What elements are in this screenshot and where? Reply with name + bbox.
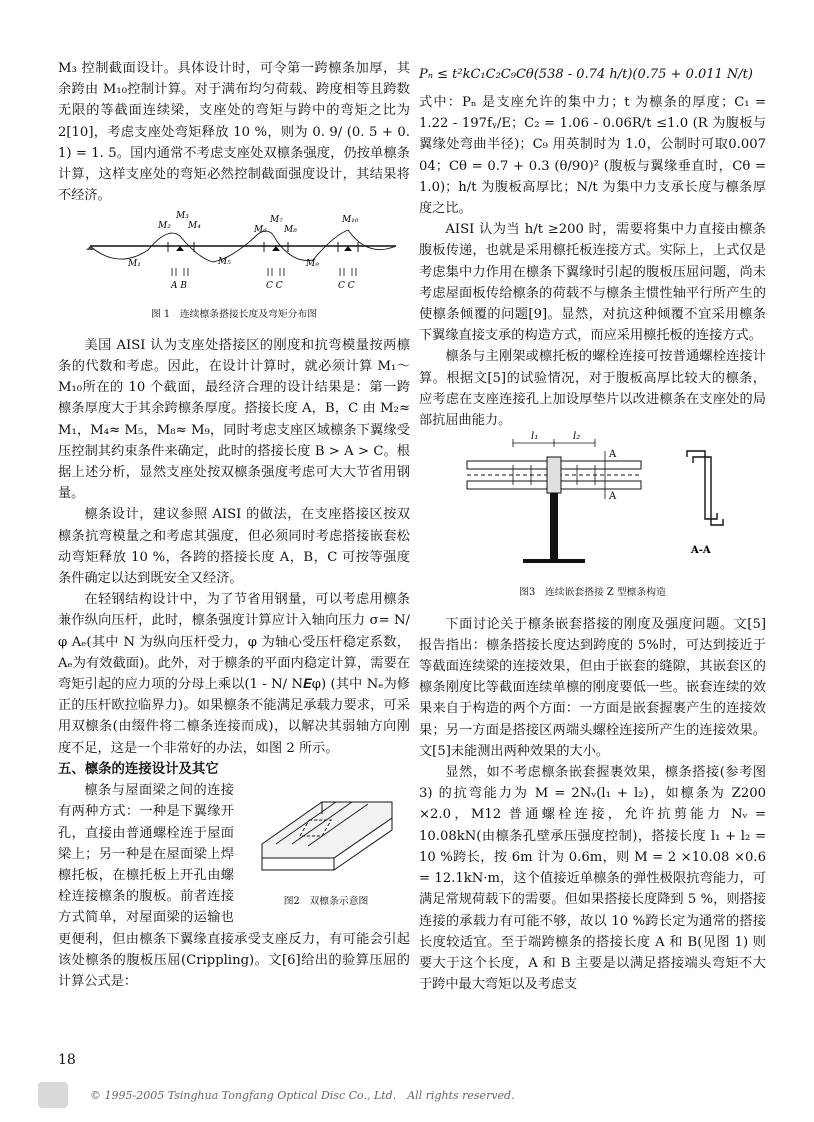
copyright-text: © 1995-2005 Tsinghua Tongfang Optical Disc Co., Ltd. All rights reserved. [90,1089,515,1102]
fig1-label-cc-2: C C [338,281,355,292]
left-paragraph-5: 檩条与屋面梁之间的连接有两种方式：一种是下翼缘开孔，直接由普通螺栓连于屋面梁上；另一种是在屋面梁上焊檩托板，在檩托板上开孔由螺栓连接檩条的腹板。前者连接方式简单，对屋面梁的运输也更便利，但由檩条下翼缘直接承受支座反力，有可能会引起该处檩条的腹板压屈(Crippling)。文[6]给出的验算压屈的计算公式是： [58,783,410,989]
right-paragraph-1: 式中：Pₙ 是支座允许的集中力；t 为檩条的厚度；C₁ = 1.22 - 197fᵧ/E；C₂ = 1.06 - 0.06R/t ≤1.0 (R 为腹板与翼缘处弯曲半径)；C₉ 用英制时为 1.0，公制时可取0.007 04；Cθ = 0.7 + 0.3 (θ/90)² (腹板与翼缘垂直时，Cθ = 1.0)；h/t 为腹板高厚比；N/t 为集中力支承长度与檩条厚度之比。 [419,95,766,217]
copyright-footer [38,1082,778,1110]
fig1-label-m4: M₄ [188,221,201,232]
left-paragraph-2: 美国 AISI 认为支座处搭接区的刚度和抗弯模量按两檩条的代数和考虑。因此，在设计计算时，就必须计算 M₁～ M₁₀所在的 10 个截面，最经济合理的设计结果是：第一跨檩条厚度大于其余跨檩条厚度。搭接长度 A，B，C 由 M₂≈ M₁，M₄≈ M₅，M₈≈ M₉，同时考虑支座区域檩条下翼缘受压控制其约束条件来确定，此时的搭接长度 B > A > C。根据上述分析，显然支座处按双檩条强度考虑可大大节省用钢量。 [58,337,410,502]
fig1-label-m5: M₅ [218,257,231,268]
fig1-label-m2: M₂ [158,221,171,232]
fig1-label-m3: M₃ [176,211,189,222]
left-column [58,58,410,992]
fig1-label-m10: M₁₀ [342,215,359,226]
figure-2-caption: 图2 双檩条示意图 [283,896,369,908]
right-paragraph-2: AISI 认为当 h/t ≥200 时，需要将集中力直接由檩条腹板传递，也就是采用檩托板连接方式。实际上，上式仅是考虑集中力作用在檩条下翼缘时引起的腹板压屈问题，尚未考虑屋面板传给檩条的荷载不与檩条主惯性轴平行所产生的使檩条倾覆的问题[9]。显然，对抗这种倾覆不宜采用檩条下翼缘直接支承的构造方式，而应采用檩托板的连接方式。 [419,222,766,344]
figure-3-caption: 图3 连续嵌套搭接 Z 型檩条构造 [519,587,666,599]
fig1-label-m7: M₇ [270,215,283,226]
right-paragraph-4: 下面讨论关于檩条嵌套搭接的刚度及强度问题。文[5]报告指出：檩条搭接长度达到跨度的 5%时，可达到接近于等截面连续梁的连接效果，但由于嵌套的缝隙，其嵌套区的檩条刚度比等截面连续单檩的刚度要低一些。嵌套连续的效果来自于构造的两个方面：一方面是嵌套握裹产生的连接效果；另一方面是搭接区两端头螺栓连接所产生的连接效果。文[5]未能测出两种效果的大小。 [419,616,766,759]
fig3-label-l2: l₂ [573,431,581,443]
publisher-logo [38,1082,68,1108]
fig1-label-cc-1: C C [266,281,283,292]
figure-2 [242,784,410,922]
left-paragraph-4: 在轻钢结构设计中，为了节省用钢量，可以考虑用檩条兼作纵向压杆，此时，檩条强度计算应计入轴向压力 σ= N/φ Aₑ(其中 N 为纵向压杆受力，φ 为轴心受压杆稳定系数，Aₑ为有效截面)。此外，对于檩条的平面内稳定计算，需要在弯矩引起的应力项的分母上乘以(1 - N/ N𝑬φ) (其中 Nₑ为修正的压杆欧拉临界力)。如果檩条不能满足承载力要求，可采用双檩条(由缀件将二檩条连接而成)，以解决其弱轴方向刚度不足，这是一个非常好的办法，如图 2 所示。 [58,592,410,756]
section-heading: 五、檩条的连接设计及其它 [58,760,219,777]
figure-1-moment-diagram [58,206,410,294]
figure-3-nested-lap-drawing [419,431,766,573]
figure-2-double-purlin-drawing [242,784,410,882]
fig3-label-a-top: A [609,449,617,461]
right-column [419,58,766,995]
right-paragraph-5: 显然，如不考虑檩条嵌套握裹效果，檩条搭接(参考图 3) 的抗弯能力为 M = 2Nᵥ(l₁ + l₂)，如檩条为 Z200 ×2.0，M12 普通螺栓连接，允许抗剪能力 Nᵥ = 10.08kN(由檩条孔壁承压强度控制)，搭接长度 l₁ + l₂ = 10 %跨长，按 6m 计为 0.6m，则 M = 2 ×10.08 ×0.6 = 12.1kN·m，这个值接近单檩条的弹性极限抗弯能力，可满足常规荷载下的需要。但如果搭接长度降到 5 %，则搭接连接的承载力有可能不够，故以 10 %跨长定为通常的搭接长度较适宜。至于端跨檩条的搭接长度 A 和 B(见图 1) 则要大于这个长度，A 和 B 主要是以满足搭接端头弯矩不大于跨中最大弯矩以及考虑支 [419,765,766,993]
fig1-label-m1: M₁ [128,259,141,270]
fig1-label-m8: M₈ [284,225,297,236]
fig3-label-l1: l₁ [531,431,539,443]
fig3-label-section-aa: A-A [691,545,711,557]
figure-1-caption: 图 1 连续檩条搭接长度及弯矩分布图 [150,308,318,320]
fig1-label-ab: A B [171,281,187,292]
page-number: 18 [58,1052,76,1068]
fig3-label-a-bottom: A [609,491,617,503]
left-paragraph-1: M₃ 控制截面设计。具体设计时，可令第一跨檩条加厚，其余跨由 M₁₀控制计算。对于满布均匀荷载、跨度相等且跨数无限的等截面连续梁，支座处的弯矩与跨中的弯矩之比为 2[10]，考虑支座处弯矩释放 10 %，则为 0. 9/ (0. 5 + 0. 1) = 1. 5。国内通常不考虑支座处双檩条强度，仍按单檩条计算，这样支座处的弯矩必然控制截面强度设计，其结果将不经济。 [58,61,410,204]
fig1-label-m6: M₆ [254,225,267,236]
left-paragraph-3: 檩条设计，建议参照 AISI 的做法，在支座搭接区按双檩条抗弯模量之和考虑其强度，但必须同时考虑搭接嵌套松动弯矩释放 10 %，各跨的搭接长度 A，B，C 可按等强度条件确定以达到既安全又经济。 [58,507,410,587]
crippling-formula: Pₙ ≤ t²kC₁C₂C₉Cθ(538 - 0.74 h/t)(0.75 + 0.011 N/t) [419,67,753,82]
right-paragraph-3: 檩条与主刚架或檩托板的螺栓连接可按普通螺栓连接计算。根据文[5]的试验情况，对于腹板高厚比较大的檩条，应考虑在支座连接孔上加设厚垫片以改进檩条在支座处的局部抗屈曲能力。 [419,349,766,429]
fig1-label-m9: M₉ [306,259,319,270]
